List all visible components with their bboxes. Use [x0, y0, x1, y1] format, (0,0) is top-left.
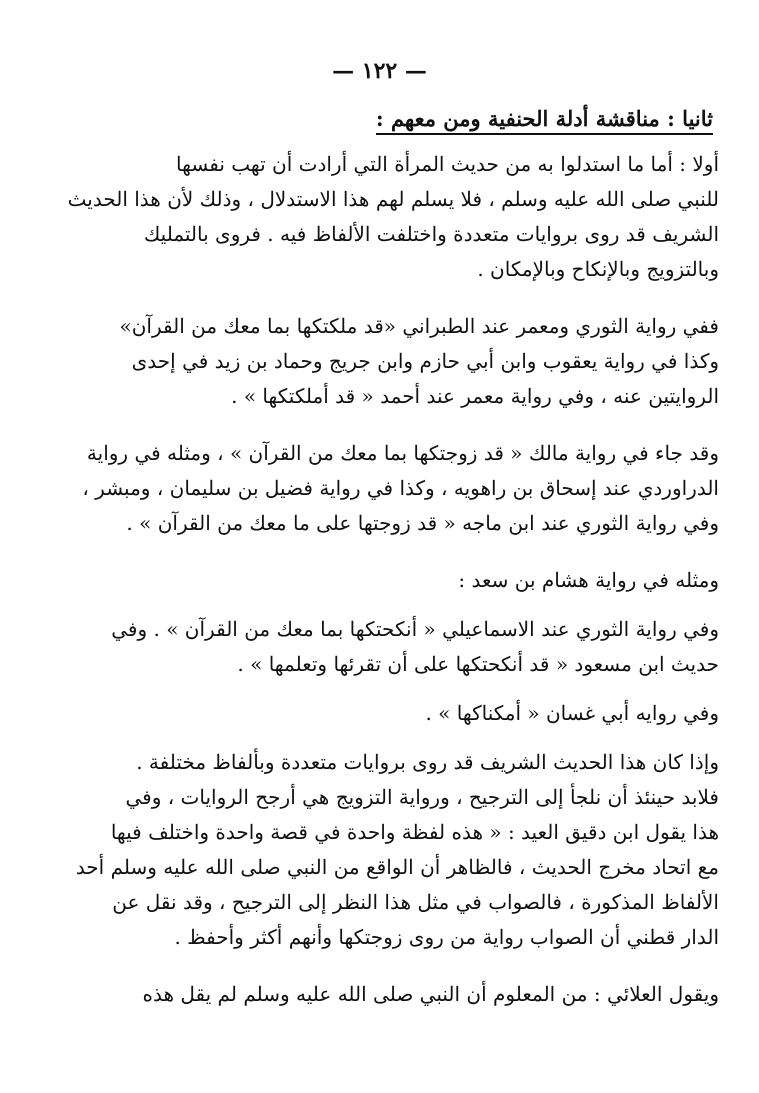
section-heading: ثانيا : مناقشة أدلة الحنفية ومن معهم : — [376, 106, 713, 135]
paragraph-line: وفي روايه أبي غسان « أمكناكها » . — [425, 701, 719, 725]
paragraph-line: الألفاظ المذكورة ، فالصواب في مثل هذا النظر إلى الترجيح ، وقد نقل عن — [112, 890, 719, 914]
paragraph-line: الدار قطني أن الصواب رواية من روى زوجتكها وأنهم أكثر وأحفظ . — [174, 925, 719, 949]
paragraph-line: للنبي صلى الله عليه وسلم ، فلا يسلم لهم هذا الاستدلال ، وذلك لأن هذا الحديث — [67, 187, 719, 211]
paragraph-4 — [40, 563, 719, 598]
paragraph-line: وكذا في رواية يعقوب وابن أبي حازم وابن جريج وحماد بن زيد في إحدى — [131, 349, 719, 373]
paragraph-line: الدراوردي عند إسحاق بن راهويه ، وكذا في رواية فضيل بن سليمان ، ومبشر ، — [82, 476, 719, 500]
paragraph-line: ومثله في رواية هشام بن سعد : — [458, 568, 719, 592]
paragraph-line: الروايتين عنه ، وفي رواية معمر عند أحمد « قد أملكتكها » . — [231, 384, 719, 408]
section-heading-wrapper — [40, 106, 719, 147]
paragraph-8 — [40, 977, 719, 1012]
paragraph-6 — [40, 696, 719, 731]
paragraph-line: ويقول العلائي : من المعلوم أن النبي صلى الله عليه وسلم لم يقل هذه — [142, 982, 719, 1006]
paragraph-line: وإذا كان هذا الحديث الشريف قد روى بروايات متعددة وبألفاظ مختلفة . — [136, 750, 719, 774]
paragraph-line: وفي رواية الثوري عند ابن ماجه « قد زوجتها على ما معك من القرآن » . — [126, 511, 719, 535]
paragraph-line: حديث ابن مسعود « قد أنكحتكها على أن تقرئها وتعلمها » . — [237, 652, 719, 676]
paragraph-line: مع اتحاد مخرج الحديث ، فالظاهر أن الواقع من النبي صلى الله عليه وسلم أحد — [75, 855, 719, 879]
paragraph-line: وفي رواية الثوري عند الاسماعيلي « أنكحتكها بما معك من القرآن » . وفي — [111, 617, 719, 641]
paragraph-line: وبالتزويج وبالإنكاح وبالإمكان . — [477, 257, 719, 281]
paragraph-1 — [40, 147, 719, 287]
paragraph-line: ففي رواية الثوري ومعمر عند الطبراني «قد ملكتكها بما معك من القرآن» — [119, 314, 719, 338]
paragraph-line: الشريف قد روى بروايات متعددة واختلفت الألفاظ فيه . فروى بالتمليك — [143, 222, 719, 246]
paragraph-line: وقد جاء في رواية مالك « قد زوجتكها بما معك من القرآن » ، ومثله في رواية — [86, 441, 719, 465]
paragraph-5 — [40, 612, 719, 682]
paragraph-line: هذا يقول ابن دقيق العيد : « هذه لفظة واحدة في قصة واحدة واختلف فيها — [110, 820, 719, 844]
paragraph-3 — [40, 436, 719, 541]
paragraph-7 — [40, 745, 719, 955]
page-number: — ١٢٢ — — [332, 58, 427, 84]
paragraph-line: أولا : أما ما استدلوا به من حديث المرأة التي أرادت أن تهب نفسها — [176, 152, 719, 176]
paragraph-line: فلابد حينئذ أن نلجأ إلى الترجيح ، ورواية التزويج هي أرجح الروايات ، وفي — [125, 785, 719, 809]
paragraph-2 — [40, 309, 719, 414]
